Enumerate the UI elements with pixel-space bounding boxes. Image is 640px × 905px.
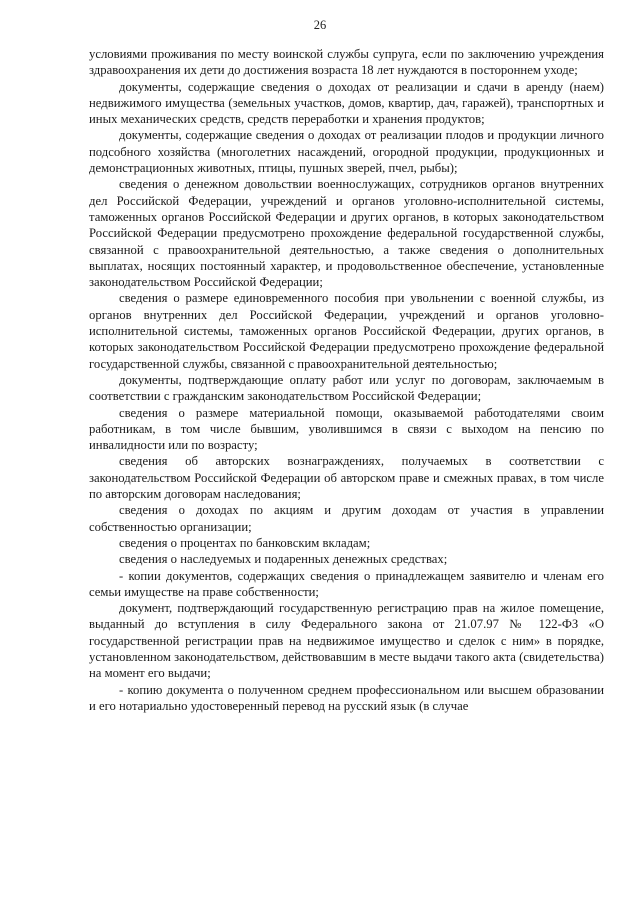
paragraph: условиями проживания по месту воинской службы супруга, если по заключению учреждения здравоохранения их дети до достижения возраста 18 лет нуждаются в постороннем уходе; [89,47,604,78]
paragraph: документы, содержащие сведения о доходах от реализации плодов и продукции личного подсобного хозяйства (многолетних насаждений, огородной продукции, продукционных и демонстрационных животных, птицы, пушных зверей, пчел, рыбы); [89,128,604,176]
paragraph: сведения о процентах по банковским вкладам; [119,535,371,550]
paragraph: - копию документа о полученном среднем профессиональном или высшем образовании и его нотариально удостоверенный перевод на русский язык (в случае [89,682,604,713]
paragraph: - копии документов, содержащих сведения о принадлежащем заявителю и членам его семьи имуществе на праве собственности; [89,568,604,599]
paragraph: сведения о доходах по акциям и другим доходам от участия в управлении собственностью организации; [89,503,604,534]
paragraph: документы, содержащие сведения о доходах от реализации и сдачи в аренду (наем) недвижимого имущества (земельных участков, домов, квартир, дач, гаражей), транспортных и иных механических средств, средств переработки и хранения продуктов; [89,79,604,127]
page-number: 26 [313,18,327,32]
paragraph: сведения о денежном довольствии военнослужащих, сотрудников органов внутренних дел Российской Федерации, учреждений и органов уголовно-исполнительной системы, таможенных органов Российской Федерации и других органов, в которых законодательством Российской Федерации предусмотрено прохождение федеральной государственной службы, связанной с правоохранительной деятельностью, а также сведения о дополнительных выплатах, носящих постоянный характер, и продовольственное обеспечение, установленные законодательством Российской Федерации; [89,177,604,290]
paragraph: сведения о наследуемых и подаренных денежных средствах; [119,552,448,567]
paragraph: сведения о размере материальной помощи, оказываемой работодателями своим работникам, в том числе бывшим, уволившимся в связи с выходом на пенсию по инвалидности или по возрасту; [89,405,604,453]
body-text [89,46,604,714]
paragraph: сведения об авторских вознаграждениях, получаемых в соответствии с законодательством Российской Федерации об авторском праве и смежных правах, в том числе по авторским договорам наследования; [89,454,604,502]
paragraph: документ, подтверждающий государственную регистрацию прав на жилое помещение, выданный до вступления в силу Федерального закона от 21.07.97 № 122-ФЗ «О государственной регистрации прав на недвижимое имущество и сделок с ним» в порядке, установленном законодательством, действовавшим в месте выдачи такого акта (свидетельства) на момент его выдачи; [89,601,604,681]
paragraph: сведения о размере единовременного пособия при увольнении с военной службы, из органов внутренних дел Российской Федерации, учреждений и органов уголовно-исполнительной системы, таможенных органов Российской Федерации, других органов, в которых законодательством Российской Федерации предусмотрено прохождение федеральной государственной службы, связанной с правоохранительной деятельностью; [89,291,604,371]
paragraph: документы, подтверждающие оплату работ или услуг по договорам, заключаемым в соответствии с гражданским законодательством Российской Федерации; [89,372,604,404]
